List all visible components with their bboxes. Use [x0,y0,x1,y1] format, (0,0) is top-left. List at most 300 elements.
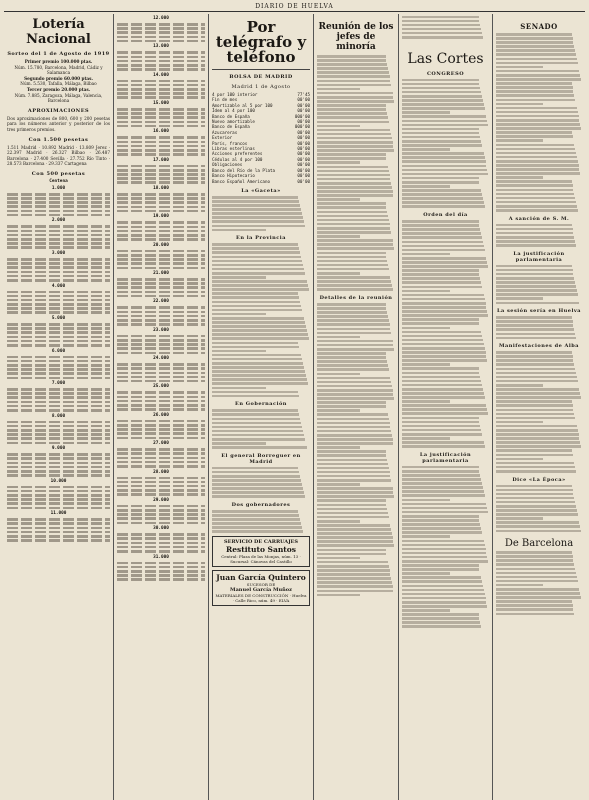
number-row [117,31,205,34]
number-row [117,238,205,241]
text-line [496,525,580,528]
text-line [402,503,486,506]
number-row [7,331,110,334]
number-row [117,542,205,545]
text-line [496,123,580,126]
numbers-column [114,14,209,800]
minority-title: Reunión de los jefes de minoría [318,22,394,52]
text-line [496,449,572,452]
number-row [117,56,205,59]
text-line [317,405,386,408]
text-line [317,125,360,128]
text-line [212,329,307,332]
text-line [212,522,301,525]
text-line [402,548,486,551]
number-row [117,420,205,423]
text-line [402,310,487,313]
number-row [117,262,205,265]
text-line [317,495,394,498]
bolsa-label: Banco Hipotecario [212,173,255,179]
thousand-heading: 7.000 [51,381,66,387]
text-line [402,404,486,407]
text-line [317,284,392,287]
text-line [317,504,386,507]
text-line [317,211,387,214]
text-line [212,366,304,369]
text-line [212,229,266,232]
number-row [7,388,110,391]
text-line [496,107,577,110]
text-line [212,491,304,494]
text-line [317,348,394,351]
text-line [496,168,579,171]
text-line [402,343,484,346]
text-line [212,284,308,287]
text-line [402,99,483,102]
text-line [496,236,574,239]
text-line [402,621,480,624]
bolsa-label: 4 por 100 interior [212,92,258,97]
text-line [212,333,308,336]
text-line [402,433,482,436]
text-line [212,430,303,433]
text-line [212,350,266,353]
bolsa-title: BOLSA DE MADRID [229,74,293,80]
number-row [7,193,110,196]
text-line [402,597,486,600]
number-row [7,336,110,339]
thousand-heading: 30.000 [153,526,169,532]
number-row [117,522,205,525]
bolsa-label: Obligaciones [212,162,243,168]
text-line [212,510,298,513]
text-line [496,103,543,106]
number-row [7,433,110,436]
text-line [496,404,573,407]
text-line [317,256,386,259]
text-line [402,372,479,375]
text-line [496,33,572,36]
text-line [317,303,386,306]
text-line [317,84,391,87]
text-line [317,206,386,209]
number-row [117,432,205,435]
text-line [212,280,307,283]
number-row [7,230,110,233]
number-row [7,518,110,521]
text-line [402,376,480,379]
text-line [496,144,574,147]
text-line [402,205,485,208]
text-line [402,28,481,31]
text-line [496,66,543,69]
text-line [402,425,480,428]
number-row [117,286,205,289]
number-row [7,507,110,510]
text-line [402,115,486,118]
number-row [7,466,110,469]
bolsa-value: 00'00 [297,162,310,168]
text-line [496,293,578,296]
text-line [402,111,450,114]
text-line [496,572,576,575]
text-line [402,327,450,330]
text-line [402,232,481,235]
text-line [496,224,572,227]
text-line [212,204,300,207]
text-line [496,409,573,412]
number-row [117,181,205,184]
thousand-heading: 3.000 [51,250,66,256]
number-row [7,474,110,477]
number-row [117,165,205,168]
text-line [402,359,487,362]
text-line [317,590,393,593]
text-line [212,220,304,223]
number-row [117,169,205,172]
bolsa-label: Banco del Río de la Plata [212,167,276,173]
text-line [317,67,388,70]
number-row [117,533,205,536]
bolsa-value: 00'00 [297,167,310,173]
number-row [117,493,205,496]
text-line [402,265,488,268]
text-line [496,302,579,305]
number-row [7,295,110,298]
number-row [7,356,110,359]
number-row [7,502,110,505]
text-line [496,189,573,192]
text-line [212,296,299,299]
text-line [496,160,578,163]
text-line [317,409,360,412]
text-line [317,260,387,263]
text-line [402,560,488,563]
text-line [402,515,479,518]
text-line [402,83,479,86]
text-line [317,512,388,515]
text-line [212,260,302,263]
text-line [317,385,392,388]
text-line [496,551,572,554]
text-line [496,90,573,93]
text-line [317,524,390,527]
bolsa-label: Banco Español Americano [212,178,270,184]
text-line [402,392,484,395]
third-prize: Tercer premio 20.000 ptas. [26,86,91,92]
manif-heading: Manifestaciones de Alba [498,343,580,350]
number-row [117,367,205,370]
text-line [317,377,390,380]
text-line [402,224,479,227]
text-line [496,316,572,319]
text-line [496,209,578,212]
text-line [402,568,479,571]
text-line [317,264,388,267]
number-row [117,311,205,314]
text-line [496,437,579,440]
text-line [317,223,390,226]
text-line [317,307,386,310]
text-line [402,396,485,399]
text-line [402,367,479,370]
body-text-block [212,467,310,498]
text-line [317,239,393,242]
barcelona-heading: De Barcelona [504,538,574,550]
number-row [117,505,205,508]
text-line [496,384,543,387]
bolsa-label: Cédulas al 4 por 100 [212,156,263,162]
number-row [117,391,205,394]
bolsa-value: 00'00 [297,135,310,141]
number-row [7,344,110,347]
text-line [402,249,485,252]
body-text-block [402,16,489,39]
text-line [317,381,391,384]
text-line [212,518,300,521]
text-line [496,429,578,432]
body-text-block [402,220,489,448]
text-line [496,197,575,200]
number-row [117,230,205,233]
bolsa-value: 00'00 [297,146,310,152]
text-line [402,261,487,264]
text-line [402,351,486,354]
text-line [496,82,572,85]
text-line [402,593,485,596]
text-line [496,281,575,284]
number-row [117,116,205,119]
number-row [7,197,110,200]
text-line [496,497,574,500]
number-row [7,486,110,489]
number-row [117,108,205,111]
text-line [212,313,266,316]
number-row [7,429,110,432]
text-line [496,396,581,399]
masthead: DIARIO DE HUELVA [4,2,585,12]
text-line [317,80,390,83]
bolsa-value: 00'00 [297,140,310,146]
text-line [212,374,306,377]
bolsa-row [212,179,310,184]
number-row [117,457,205,460]
text-line [402,24,480,27]
number-row [117,566,205,569]
thousand-heading: 31.000 [153,554,169,560]
number-row [7,405,110,408]
text-line [496,119,579,122]
text-line [496,240,575,243]
text-line [317,577,391,580]
text-line [402,257,486,260]
text-line [402,140,481,143]
body-text-block [317,303,395,596]
text-line [317,561,388,564]
text-line [496,273,573,276]
text-line [212,288,309,291]
text-line [496,372,576,375]
text-line [496,328,574,331]
p1500-list: 1.511 Madrid · 10.892 Madrid · 13.809 Jerez · 22.397 Madrid · 26.327 Bilbao · 26.487 Barcelona · 27.400 Sevilla · 27.752 Río Tinto · 28.573 Barcelona · 29.337 Cartagena [7,144,110,167]
ministros-heading: Dos gobernadores [231,502,291,508]
bolsa-label: Azucareras [212,129,238,135]
text-line [317,288,393,291]
text-line [317,516,389,519]
text-line [402,32,482,35]
text-line [212,268,304,271]
materials-name: Juan García Quintero [216,573,306,583]
text-line [402,128,479,131]
text-line [317,166,388,169]
text-line [402,339,483,342]
number-row [117,282,205,285]
text-line [496,521,579,524]
text-line [402,478,481,481]
text-line [496,392,580,395]
text-line [402,322,479,325]
text-line [402,400,450,403]
text-line [317,112,387,115]
senado-column [493,14,585,800]
number-row [117,125,205,128]
number-row [7,421,110,424]
text-line [496,164,579,167]
text-line [212,196,298,199]
number-row [117,226,205,229]
text-line [496,417,575,420]
body-text-block [212,510,310,533]
text-line [402,437,450,440]
carriage-heading: SERVICIO DE CARRUAJES [224,539,298,546]
text-line [317,540,393,543]
body-text-block [496,224,582,247]
number-row [7,437,110,440]
text-line [317,471,390,474]
text-line [317,219,389,222]
text-line [212,467,298,470]
text-line [496,193,574,196]
number-row [7,377,110,380]
text-line [496,363,574,366]
number-row [117,96,205,99]
number-row [7,527,110,530]
text-line [402,540,484,543]
number-row [117,201,205,204]
text-line [402,181,479,184]
text-line [317,328,390,331]
number-row [117,250,205,253]
congreso-heading: CONGRESO [426,70,465,77]
text-line [402,273,479,276]
materials-sub: SUCESOR DE [246,582,276,588]
thousand-heading: 26.000 [153,412,169,418]
text-line [212,422,301,425]
number-row [7,409,110,412]
text-line [402,412,488,415]
text-line [317,268,389,271]
number-row [117,380,205,383]
number-row [7,372,110,375]
number-row [117,574,205,577]
text-line [317,520,360,523]
number-row [117,578,205,581]
number-row [117,477,205,480]
text-line [496,53,576,56]
number-row [7,214,110,217]
number-row [117,258,205,261]
text-line [402,486,483,489]
text-line [402,156,485,159]
text-line [496,172,580,175]
number-row [117,509,205,512]
number-row [117,396,205,399]
number-row [7,531,110,534]
text-line [402,318,479,321]
text-line [402,165,486,168]
text-line [317,194,393,197]
lottery-column [4,14,114,800]
number-row [117,221,205,224]
cortes-column [399,14,493,800]
thousand-heading: 16.000 [153,129,169,135]
number-row [7,340,110,343]
text-line [317,422,390,425]
text-line [496,184,573,187]
text-line [317,141,393,144]
text-line [402,355,486,358]
number-row [7,242,110,245]
text-line [402,197,483,200]
text-line [496,613,574,616]
text-line [212,487,303,490]
text-line [317,413,388,416]
thousand-heading: 22.000 [153,299,169,305]
thousand-heading: 28.000 [153,469,169,475]
text-line [317,75,390,78]
thousand-heading: 14.000 [153,72,169,78]
bolsa-label: Exterior [212,135,233,141]
number-row [7,470,110,473]
text-line [496,62,578,65]
text-line [496,380,578,383]
text-line [317,336,360,339]
number-row [7,425,110,428]
text-line [496,265,572,268]
text-line [317,454,386,457]
thousand-heading: 24.000 [153,356,169,362]
text-line [496,359,573,362]
text-line [317,202,386,205]
thousand-heading: 11.000 [50,511,67,517]
text-line [317,393,393,396]
text-line [402,384,482,387]
text-line [496,462,574,465]
thousand-heading: 19.000 [153,214,169,220]
number-row [117,452,205,455]
text-line [402,564,479,567]
number-row [117,448,205,451]
text-line [212,526,302,529]
number-row [117,537,205,540]
text-line [212,208,301,211]
text-line [212,438,305,441]
number-row [117,149,205,152]
number-row [7,453,110,456]
text-line [317,438,393,441]
text-line [317,463,388,466]
text-line [317,573,390,576]
